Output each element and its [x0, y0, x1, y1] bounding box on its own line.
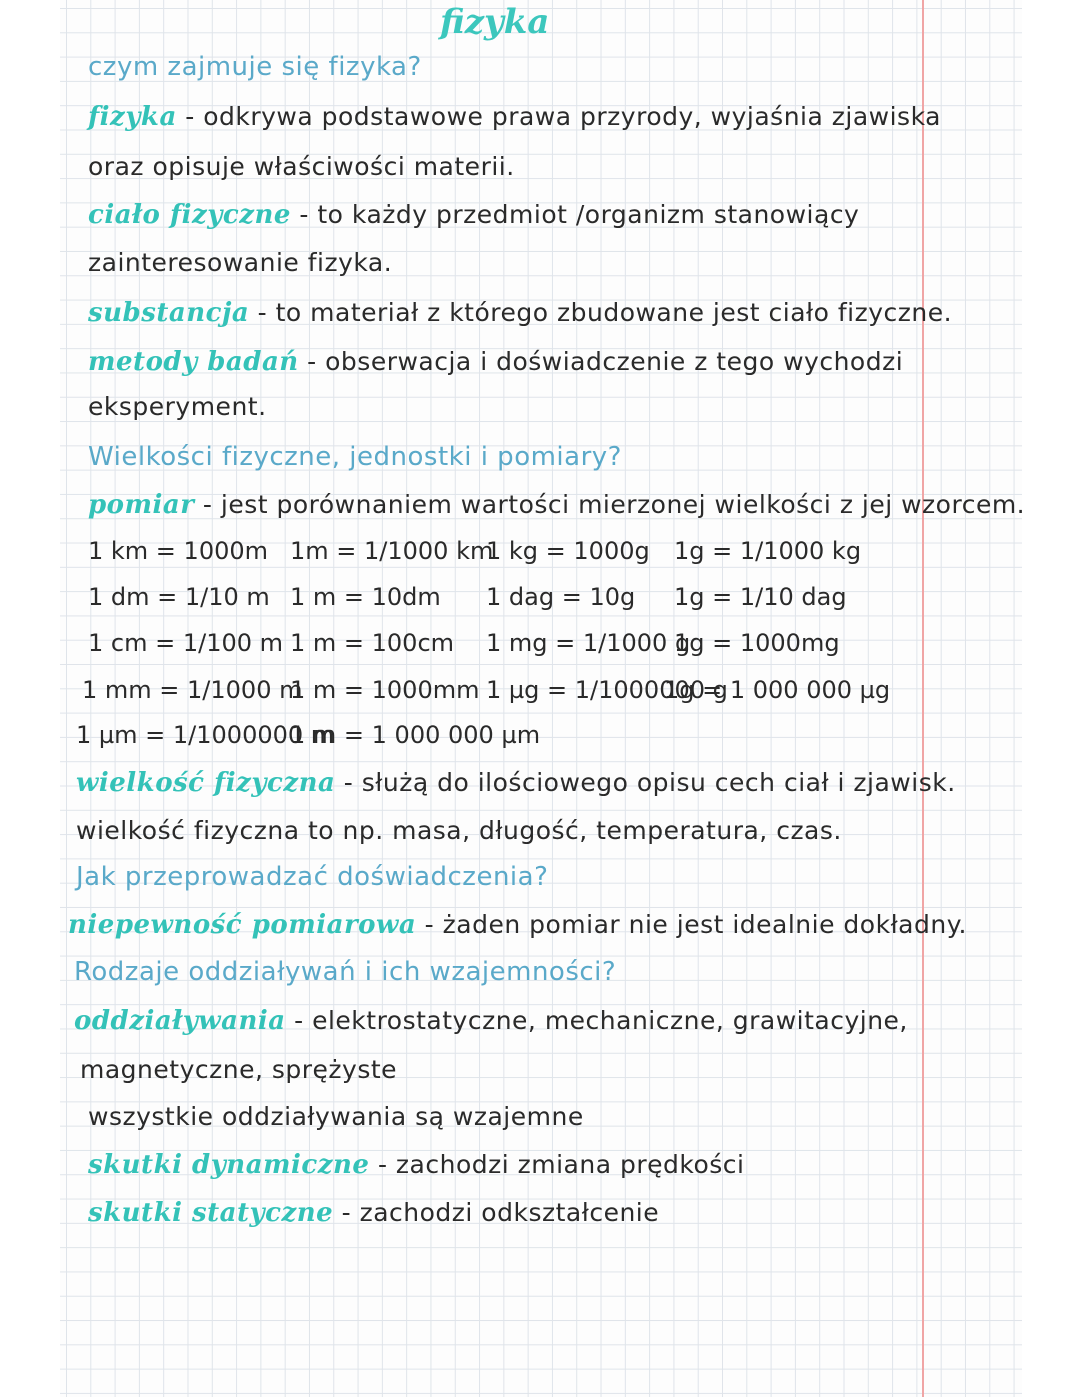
term-oddzialywania: oddziaływania — [74, 1006, 286, 1036]
text-fizyka-1: - odkrywa podstawowe prawa przyrody, wyjaśnia zjawiska — [185, 102, 941, 131]
definition-cialo — [88, 198, 859, 232]
unit-mm-m: 1 mm = 1/1000 m — [82, 676, 303, 704]
text-skutki-dynamiczne: - zachodzi zmiana prędkości — [377, 1150, 745, 1179]
unit-cm-m: 1 cm = 1/100 m — [88, 629, 284, 657]
term-pomiar: pomiar — [88, 490, 195, 520]
definition-skutki-dynamiczne — [88, 1148, 744, 1182]
page-title: fizyka — [440, 2, 550, 42]
term-skutki-dynamiczne: skutki dynamiczne — [88, 1150, 370, 1180]
left-page-edge — [0, 0, 60, 1397]
text-cialo-1: - to każdy przedmiot /organizm stanowiący — [299, 200, 860, 229]
margin-line — [922, 0, 924, 1397]
text-oddzialywania-1: - elektrostatyczne, mechaniczne, grawitacyjne, — [294, 1006, 908, 1035]
term-wielkosc: wielkość fizyczna — [76, 768, 336, 798]
definition-niepewnosc — [68, 908, 967, 942]
unit-m-um: 1 m = 1 000 000 µm — [290, 721, 541, 749]
text-pomiar: - jest porównaniem wartości mierzonej wielkości z jej wzorcem. — [202, 490, 1026, 519]
unit-g-kg: 1g = 1/1000 kg — [674, 537, 862, 565]
question-4: Rodzaje oddziaływań i ich wzajemności? — [74, 957, 617, 987]
question-2: Wielkości fizyczne, jednostki i pomiary? — [88, 442, 622, 472]
unit-dag-g: 1 dag = 10g — [486, 583, 636, 611]
definition-metody-cont: eksperyment. — [88, 392, 267, 421]
unit-ug-g: 1 µg = 1/1000000 g — [486, 676, 728, 704]
term-niepewnosc: niepewność pomiarowa — [68, 910, 417, 940]
unit-dm-m: 1 dm = 1/10 m — [88, 583, 270, 611]
definition-fizyka — [88, 100, 941, 134]
unit-m-dm: 1 m = 10dm — [290, 583, 441, 611]
unit-mg-g: 1 mg = 1/1000 g — [486, 629, 691, 657]
unit-m-cm: 1 m = 100cm — [290, 629, 455, 657]
text-wielkosc-1: - służą do ilościowego opisu cech ciał i zjawisk. — [343, 768, 956, 797]
term-skutki-statyczne: skutki statyczne — [88, 1198, 334, 1228]
definition-metody — [88, 345, 903, 379]
text-niepewnosc: - żaden pomiar nie jest idealnie dokładny. — [424, 910, 967, 939]
text-metody-1: - obserwacja i doświadczenie z tego wychodzi — [307, 347, 904, 376]
question-3: Jak przeprowadzać doświadczenia? — [76, 862, 549, 892]
right-page-edge — [1022, 0, 1080, 1397]
term-metody: metody badań — [88, 347, 299, 377]
unit-g-dag: 1g = 1/10 dag — [674, 583, 847, 611]
definition-pomiar — [88, 488, 1025, 522]
text-skutki-statyczne: - zachodzi odkształcenie — [341, 1198, 660, 1227]
unit-um-m: 1 µm = 1/1000000 m — [76, 721, 335, 749]
question-1: czym zajmuje się fizyka? — [88, 52, 422, 82]
definition-wielkosc-cont: wielkość fizyczna to np. masa, długość, temperatura, czas. — [76, 816, 842, 845]
unit-km-m: 1 km = 1000m — [88, 537, 268, 565]
note-wzajemne: wszystkie oddziaływania są wzajemne — [88, 1102, 584, 1131]
text-substancja: - to materiał z którego zbudowane jest ciało fizyczne. — [257, 298, 953, 327]
definition-cialo-cont: zainteresowanie fizyka. — [88, 248, 393, 277]
unit-g-mg: 1g = 1000mg — [674, 629, 840, 657]
unit-kg-g: 1 kg = 1000g — [486, 537, 650, 565]
unit-g-ug: 1g = 1 000 000 µg — [664, 676, 891, 704]
definition-oddzialywania-cont: magnetyczne, sprężyste — [80, 1055, 398, 1084]
definition-wielkosc — [76, 766, 956, 800]
unit-m-km: 1m = 1/1000 km — [290, 537, 494, 565]
definition-substancja — [88, 296, 952, 330]
term-cialo: ciało fizyczne — [88, 200, 291, 230]
definition-oddzialywania — [74, 1004, 908, 1038]
term-fizyka: fizyka — [88, 102, 177, 132]
term-substancja: substancja — [88, 298, 250, 328]
unit-m-mm: 1 m = 1000mm — [290, 676, 480, 704]
definition-skutki-statyczne — [88, 1196, 659, 1230]
definition-fizyka-cont: oraz opisuje właściwości materii. — [88, 152, 515, 181]
